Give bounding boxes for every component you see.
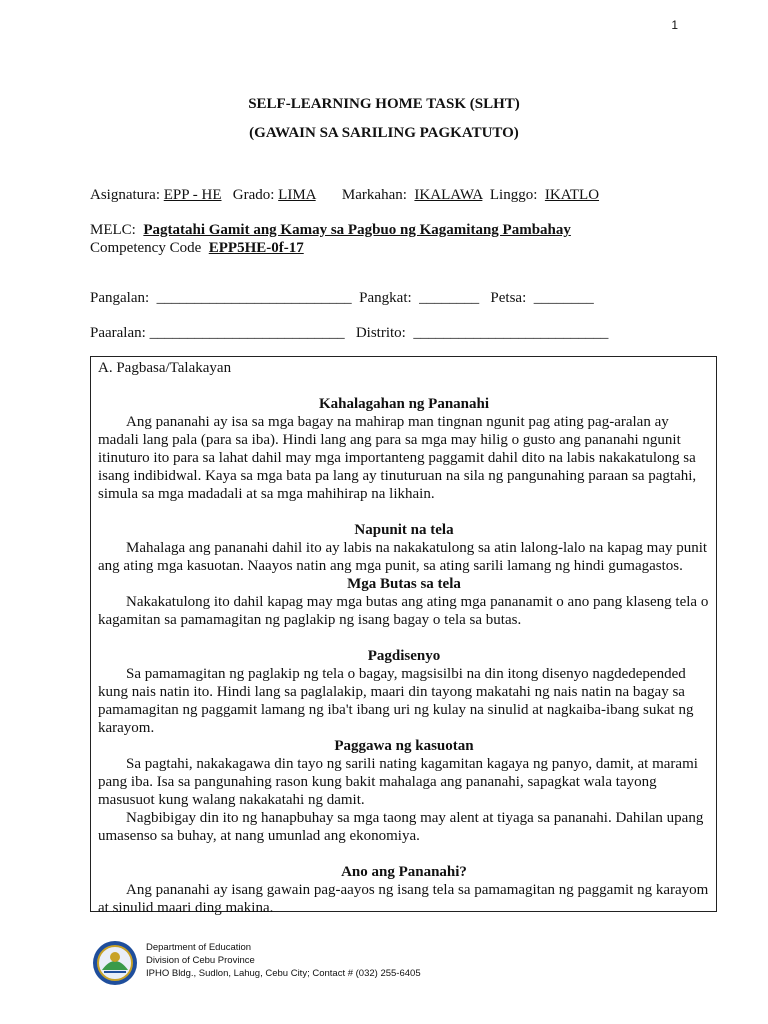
- asignatura-value: EPP - HE: [163, 187, 222, 203]
- deped-seal-icon: [92, 940, 138, 986]
- heading-pagdisenyo: Pagdisenyo: [367, 648, 441, 664]
- heading-napunit: Napunit na tela: [354, 522, 454, 538]
- reading-content: [98, 359, 710, 917]
- paragraph-butas: Nakakatulong ito dahil kapag may mga butas ang ating mga pananamit o ano pang klaseng tela o kagamitan sa pamamagitan ng paglakip ng isang bagay o tela sa butas.: [98, 594, 709, 628]
- footer: [146, 941, 421, 980]
- grado-label: Grado:: [232, 187, 275, 203]
- section-label: A. Pagbasa/Talakayan: [98, 360, 232, 376]
- melc-line: [90, 222, 571, 239]
- paaralan-label: Paaralan:: [90, 325, 146, 341]
- form-line-name: [90, 290, 594, 307]
- paragraph-paggawa: Sa pagtahi, nakakagawa din tayo ng sarili nating kagamitan kagaya ng panyo, damit, at marami pang iba. Isa sa pangunahing rason kung bakit mahalaga ang pananahi, sapagkat wala tayong masusuot kung walang nakakatahi ng damit.: [98, 756, 698, 808]
- paragraph-hanapbuhay: Nagbibigay din ito ng hanapbuhay sa mga taong may alent at tiyaga sa pananahi. Dahilan upang umasenso sa buhay, at nang umunlad ang ekonomiya.: [98, 810, 704, 844]
- footer-line-2: Division of Cebu Province: [146, 955, 255, 966]
- reading-box: [90, 356, 717, 916]
- competency-value: EPP5HE-0f-17: [208, 240, 304, 256]
- linggo-value: IKATLO: [544, 187, 600, 203]
- pangkat-label: Pangkat:: [359, 290, 412, 306]
- page-number: 1: [671, 18, 678, 32]
- petsa-label: Petsa:: [490, 290, 527, 306]
- paaralan-field[interactable]: __________________________: [149, 325, 345, 341]
- heading-ano: Ano ang Pananahi?: [341, 864, 467, 880]
- heading-kahalagahan: Kahalagahan ng Pananahi: [318, 396, 490, 412]
- pangkat-field[interactable]: ________: [419, 290, 480, 306]
- petsa-field[interactable]: ________: [533, 290, 594, 306]
- competency-line: [90, 240, 304, 257]
- pangalan-field[interactable]: __________________________: [156, 290, 352, 306]
- footer-line-3: IPHO Bldg., Sudlon, Lahug, Cebu City; Contact # (032) 255-6405: [146, 968, 421, 979]
- distrito-field[interactable]: __________________________: [413, 325, 609, 341]
- paragraph-ano: Ang pananahi ay isang gawain pag-aayos ng isang tela sa pamamagitan ng paggamit ng karayom at sinulid maari ding makina.: [98, 882, 709, 916]
- melc-label: MELC:: [90, 222, 136, 238]
- form-line-school: [90, 325, 608, 342]
- competency-label: Competency Code: [90, 240, 202, 256]
- asignatura-label: Asignatura:: [90, 187, 160, 203]
- info-line: [90, 187, 599, 204]
- document-subtitle: (GAWAIN SA SARILING PAGKATUTO): [249, 125, 519, 141]
- pangalan-label: Pangalan:: [90, 290, 150, 306]
- melc-value: Pagtatahi Gamit ang Kamay sa Pagbuo ng Kagamitang Pambahay: [143, 222, 571, 238]
- markahan-label: Markahan:: [341, 187, 407, 203]
- linggo-label: Linggo:: [489, 187, 538, 203]
- document-title: SELF-LEARNING HOME TASK (SLHT): [248, 96, 520, 112]
- paragraph-kahalagahan: Ang pananahi ay isa sa mga bagay na mahirap man tingnan ngunit pag ating pag-aralan ay madali lang pala (para sa iba). Hindi lang ang para sa mga may hilig o gusto ang pananahi ngunit itinuturo ito para sa lahat dahil may mga importanteng paggamit dahil dito na labis nakakatulong sa isang indibidwal. Kaya sa mga bata pa lang ay tinuturuan na sila ng pangunahing paraan sa pagtahi, simula sa mga madadali at sa mga mahihirap na likhain.: [98, 414, 697, 502]
- grado-value: LIMA: [278, 187, 316, 203]
- paragraph-napunit: Mahalaga ang pananahi dahil ito ay labis na nakakatulong sa atin lalong-lalo na kapag may punit ang ating mga kasuotan. Naayos natin ang mga punit, sa ating sarili lamang ng hindi gumagastos.: [98, 540, 708, 574]
- heading-butas: Mga Butas sa tela: [347, 576, 461, 592]
- paragraph-pagdisenyo: Sa pamamagitan ng paglakip ng tela o bagay, magsisilbi na din itong disenyo nagdedepended kung nais natin ito. Hindi lang sa paglalakip, maari din tayong makatahi ng nais natin na bagay sa pamamagitan ng paggamit lamang ng iba't ibang uri ng kulay na sinulid at nagkaiba-ibang sukat ng karayom.: [98, 666, 694, 736]
- distrito-label: Distrito:: [355, 325, 406, 341]
- footer-line-1: Department of Education: [146, 942, 252, 953]
- heading-paggawa: Paggawa ng kasuotan: [334, 738, 474, 754]
- markahan-value: IKALAWA: [414, 187, 483, 203]
